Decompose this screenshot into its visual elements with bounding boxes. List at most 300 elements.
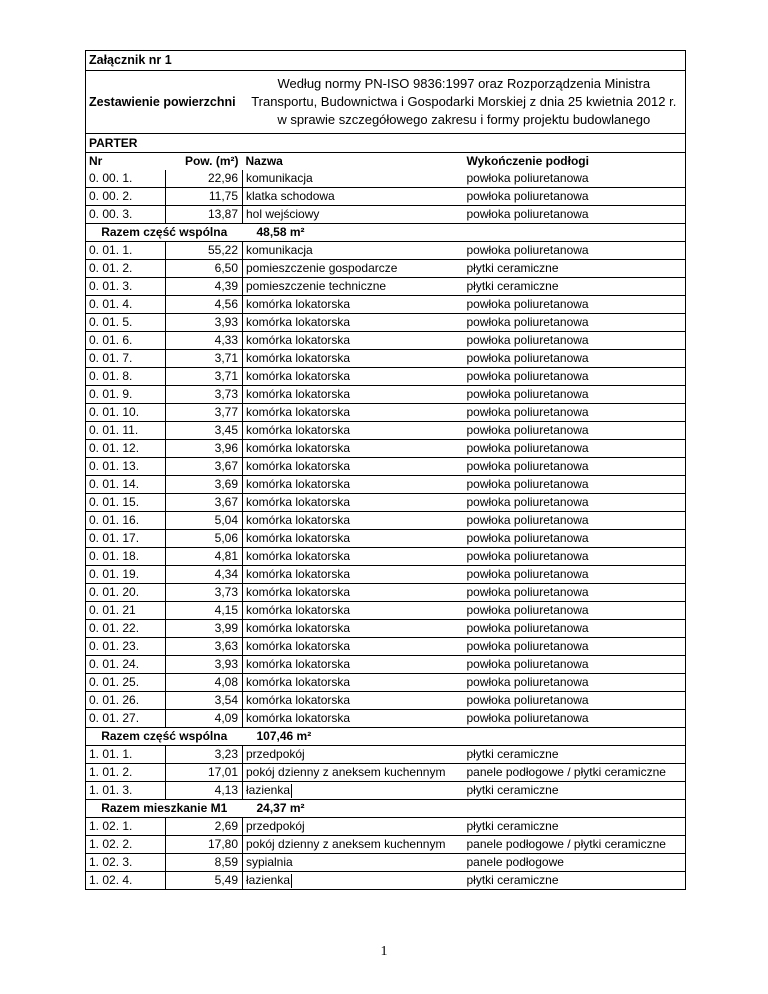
- table-row: [86, 746, 686, 764]
- floor-finish-cell: [464, 692, 686, 710]
- floor-finish-cell: [464, 818, 686, 836]
- room-name-text: komunikacja: [246, 171, 313, 185]
- table-row: [86, 206, 686, 224]
- area-cell: [166, 260, 243, 278]
- area-cell: [166, 548, 243, 566]
- floor-finish-cell: [464, 278, 686, 296]
- subtotal-label: Razem mieszkanie M1: [86, 800, 243, 818]
- area-text: 3,71: [214, 369, 238, 383]
- area-text: 3,71: [214, 351, 238, 365]
- room-number-cell: [86, 332, 166, 350]
- room-number-cell: [86, 566, 166, 584]
- table-row: [86, 602, 686, 620]
- room-number-cell: [86, 782, 166, 800]
- room-name-text: komórka lokatorska: [246, 711, 351, 725]
- room-number-cell: [86, 476, 166, 494]
- area-schedule-table: [85, 50, 686, 890]
- area-text: 22,96: [207, 171, 238, 185]
- room-number-cell: [86, 404, 166, 422]
- room-number-text: 0. 00. 3.: [89, 207, 133, 221]
- room-name-text: komórka lokatorska: [246, 513, 351, 527]
- floor-finish-text: powłoka poliuretanowa: [466, 297, 589, 311]
- room-number-cell: [86, 494, 166, 512]
- area-text: 3,73: [214, 387, 238, 401]
- floor-finish-cell: [464, 674, 686, 692]
- area-schedule-sheet: [85, 50, 685, 890]
- floor-finish-text: powłoka poliuretanowa: [466, 459, 589, 473]
- floor-finish-text: powłoka poliuretanowa: [466, 243, 589, 257]
- room-name-cell: [243, 674, 464, 692]
- area-text: 8,59: [214, 855, 238, 869]
- room-name-cell: [243, 494, 464, 512]
- area-text: 11,75: [208, 189, 238, 203]
- area-cell: [166, 674, 243, 692]
- page-number: 1: [380, 944, 388, 959]
- table-row: [86, 620, 686, 638]
- room-number-cell: [86, 656, 166, 674]
- subtotal-value: 107,46 m²: [243, 728, 464, 746]
- room-number-text: 0. 01. 12.: [89, 441, 140, 455]
- room-number-cell: [86, 854, 166, 872]
- floor-finish-cell: [464, 656, 686, 674]
- area-cell: [166, 278, 243, 296]
- col-pow-header: Pow. (m²): [184, 154, 239, 168]
- floor-finish-cell: [464, 602, 686, 620]
- room-name-cell: [243, 746, 464, 764]
- floor-finish-text: powłoka poliuretanowa: [466, 441, 589, 455]
- room-name-text: komórka lokatorska: [246, 333, 351, 347]
- floor-finish-text: powłoka poliuretanowa: [466, 171, 589, 185]
- room-name-text: komórka lokatorska: [246, 621, 351, 635]
- floor-finish-cell: [464, 710, 686, 728]
- room-name-text: sypialnia: [246, 855, 293, 869]
- room-name-cell: [243, 422, 464, 440]
- room-number-cell: [86, 548, 166, 566]
- room-number-cell: [86, 422, 166, 440]
- area-cell: [166, 584, 243, 602]
- section-row: [86, 134, 686, 153]
- table-row: [86, 350, 686, 368]
- area-text: 4,34: [214, 567, 238, 581]
- room-name-cell: [243, 170, 464, 188]
- table-row: [86, 296, 686, 314]
- room-name-text: komórka lokatorska: [246, 387, 351, 401]
- table-row: [86, 368, 686, 386]
- room-number-text: 0. 01. 10.: [89, 405, 140, 419]
- floor-finish-text: powłoka poliuretanowa: [466, 351, 589, 365]
- table-row: [86, 584, 686, 602]
- floor-finish-text: powłoka poliuretanowa: [466, 711, 589, 725]
- area-text: 3,67: [214, 495, 238, 509]
- room-number-cell: [86, 692, 166, 710]
- room-number-text: 1. 02. 3.: [89, 855, 133, 869]
- room-name-text: pomieszczenie techniczne: [246, 279, 387, 293]
- table-row: [86, 458, 686, 476]
- subtotal-row: [86, 728, 686, 746]
- area-cell: [166, 170, 243, 188]
- floor-finish-text: powłoka poliuretanowa: [466, 603, 589, 617]
- room-name-cell: [243, 332, 464, 350]
- room-name-text: komórka lokatorska: [246, 351, 351, 365]
- subtotal-empty-cell: [464, 224, 686, 242]
- floor-finish-cell: [464, 404, 686, 422]
- room-number-cell: [86, 620, 166, 638]
- room-number-cell: [86, 638, 166, 656]
- room-name-cell: [243, 242, 464, 260]
- room-name-cell: [243, 764, 464, 782]
- floor-finish-cell: [464, 440, 686, 458]
- floor-finish-text: powłoka poliuretanowa: [466, 495, 589, 509]
- floor-finish-cell: [464, 314, 686, 332]
- area-text: 4,15: [214, 603, 238, 617]
- room-name-cell: [243, 710, 464, 728]
- room-number-text: 0. 01. 24.: [89, 657, 140, 671]
- floor-finish-text: panele podłogowe / płytki ceramiczne: [466, 765, 666, 779]
- floor-finish-text: powłoka poliuretanowa: [466, 369, 589, 383]
- room-number-text: 0. 01. 5.: [89, 315, 133, 329]
- room-name-cell: [243, 368, 464, 386]
- room-number-cell: [86, 440, 166, 458]
- room-number-text: 0. 01. 25.: [89, 675, 140, 689]
- room-name-text: komórka lokatorska: [246, 459, 351, 473]
- table-row: [86, 566, 686, 584]
- area-text: 3,54: [214, 693, 238, 707]
- floor-finish-cell: [464, 386, 686, 404]
- room-name-cell: [243, 530, 464, 548]
- subtotal-value: 24,37 m²: [243, 800, 464, 818]
- floor-finish-text: powłoka poliuretanowa: [466, 423, 589, 437]
- room-number-cell: [86, 296, 166, 314]
- table-row: [86, 818, 686, 836]
- floor-finish-cell: [464, 620, 686, 638]
- area-text: 2,69: [214, 819, 238, 833]
- table-row: [86, 782, 686, 800]
- room-number-text: 0. 01. 17.: [89, 531, 140, 545]
- room-name-cell: [243, 818, 464, 836]
- area-text: 3,69: [214, 477, 238, 491]
- room-name-cell: [243, 512, 464, 530]
- room-number-cell: [86, 818, 166, 836]
- room-name-text: komórka lokatorska: [246, 495, 351, 509]
- room-number-text: 0. 01. 26.: [89, 693, 140, 707]
- table-row: [86, 548, 686, 566]
- room-number-text: 0. 01. 14.: [89, 477, 140, 491]
- area-text: 3,77: [214, 405, 238, 419]
- table-row: [86, 674, 686, 692]
- floor-finish-text: powłoka poliuretanowa: [466, 387, 589, 401]
- subtotal-row: [86, 800, 686, 818]
- area-text: 3,67: [214, 459, 238, 473]
- area-text: 3,45: [214, 423, 238, 437]
- room-number-text: 0. 01. 16.: [89, 513, 140, 527]
- area-cell: [166, 854, 243, 872]
- area-cell: [166, 494, 243, 512]
- room-number-text: 0. 01. 8.: [89, 369, 133, 383]
- floor-finish-text: powłoka poliuretanowa: [466, 621, 589, 635]
- floor-finish-text: powłoka poliuretanowa: [466, 639, 589, 653]
- document-title: Załącznik nr 1: [86, 51, 686, 71]
- room-number-text: 1. 02. 1.: [89, 819, 133, 833]
- room-name-text: komórka lokatorska: [246, 585, 351, 599]
- column-header-row: [86, 153, 686, 171]
- room-number-cell: [86, 602, 166, 620]
- table-row: [86, 494, 686, 512]
- floor-finish-text: powłoka poliuretanowa: [466, 189, 589, 203]
- floor-finish-cell: [464, 260, 686, 278]
- floor-finish-cell: [464, 872, 686, 890]
- area-cell: [166, 692, 243, 710]
- room-number-cell: [86, 242, 166, 260]
- col-nazwa-header: Nazwa: [245, 154, 283, 168]
- room-name-text: hol wejściowy: [246, 207, 320, 221]
- subtotal-label: Razem część wspólna: [86, 728, 243, 746]
- header-left: Zestawienie powierzchni: [86, 71, 243, 134]
- subtotal-row: [86, 224, 686, 242]
- room-number-cell: [86, 386, 166, 404]
- area-cell: [166, 476, 243, 494]
- room-name-text: przedpokój: [246, 747, 305, 761]
- floor-finish-cell: [464, 512, 686, 530]
- room-name-cell: [243, 260, 464, 278]
- floor-finish-text: powłoka poliuretanowa: [466, 549, 589, 563]
- table-row: [86, 710, 686, 728]
- room-name-cell: [243, 548, 464, 566]
- table-row: [86, 404, 686, 422]
- floor-finish-text: powłoka poliuretanowa: [466, 657, 589, 671]
- room-name-cell: [243, 584, 464, 602]
- room-name-text: komórka lokatorska: [246, 405, 351, 419]
- area-cell: [166, 530, 243, 548]
- table-row: [86, 242, 686, 260]
- room-number-text: 0. 01. 7.: [89, 351, 133, 365]
- area-cell: [166, 332, 243, 350]
- room-number-text: 0. 01. 21: [89, 603, 136, 617]
- room-name-cell: [243, 692, 464, 710]
- room-number-cell: [86, 278, 166, 296]
- table-row: [86, 872, 686, 890]
- room-name-cell: [243, 782, 464, 800]
- area-cell: [166, 206, 243, 224]
- floor-finish-cell: [464, 368, 686, 386]
- floor-finish-text: powłoka poliuretanowa: [466, 585, 589, 599]
- floor-finish-cell: [464, 854, 686, 872]
- floor-finish-cell: [464, 548, 686, 566]
- area-text: 4,33: [214, 333, 238, 347]
- area-text: 4,08: [214, 675, 238, 689]
- header-row: [86, 71, 686, 134]
- room-name-cell: [243, 566, 464, 584]
- floor-finish-text: powłoka poliuretanowa: [466, 531, 589, 545]
- area-text: 3,93: [214, 657, 238, 671]
- room-number-cell: [86, 746, 166, 764]
- table-row: [86, 188, 686, 206]
- room-name-cell: [243, 188, 464, 206]
- floor-finish-text: powłoka poliuretanowa: [466, 405, 589, 419]
- table-row: [86, 512, 686, 530]
- area-text: 4,81: [214, 549, 238, 563]
- room-name-text: komórka lokatorska: [246, 567, 351, 581]
- room-number-text: 0. 01. 15.: [89, 495, 140, 509]
- text-cursor-mark: [291, 874, 292, 888]
- room-name-cell: [243, 458, 464, 476]
- floor-finish-text: płytki ceramiczne: [466, 261, 559, 275]
- room-name-cell: [243, 854, 464, 872]
- area-cell: [166, 386, 243, 404]
- room-name-text: komórka lokatorska: [246, 639, 351, 653]
- area-cell: [166, 602, 243, 620]
- subtotal-empty-cell: [464, 800, 686, 818]
- room-name-cell: [243, 656, 464, 674]
- title-row: [86, 51, 686, 71]
- room-name-text: komórka lokatorska: [246, 603, 351, 617]
- room-name-text: klatka schodowa: [246, 189, 335, 203]
- table-row: [86, 332, 686, 350]
- room-number-text: 1. 01. 3.: [89, 783, 133, 797]
- room-number-text: 0. 01. 13.: [89, 459, 140, 473]
- floor-finish-text: płytki ceramiczne: [466, 819, 559, 833]
- table-row: [86, 422, 686, 440]
- text-cursor-mark: [291, 784, 292, 798]
- room-name-text: komórka lokatorska: [246, 675, 351, 689]
- table-row: [86, 692, 686, 710]
- floor-finish-text: powłoka poliuretanowa: [466, 333, 589, 347]
- table-row: [86, 260, 686, 278]
- room-name-text: komórka lokatorska: [246, 549, 351, 563]
- room-name-cell: [243, 440, 464, 458]
- room-number-text: 0. 01. 1.: [89, 243, 133, 257]
- area-text: 5,04: [214, 513, 238, 527]
- room-name-text: komórka lokatorska: [246, 423, 351, 437]
- room-name-text: komórka lokatorska: [246, 693, 351, 707]
- room-number-cell: [86, 512, 166, 530]
- room-name-cell: [243, 620, 464, 638]
- room-name-cell: [243, 476, 464, 494]
- room-number-cell: [86, 530, 166, 548]
- floor-finish-text: powłoka poliuretanowa: [466, 513, 589, 527]
- area-cell: [166, 242, 243, 260]
- area-text: 5,06: [214, 531, 238, 545]
- area-cell: [166, 296, 243, 314]
- table-row: [86, 314, 686, 332]
- subtotal-value: 48,58 m²: [243, 224, 464, 242]
- room-name-text: pokój dzienny z aneksem kuchennym: [246, 765, 446, 779]
- floor-finish-cell: [464, 332, 686, 350]
- room-name-text: przedpokój: [246, 819, 305, 833]
- room-name-text: łazienka: [246, 873, 291, 887]
- room-number-cell: [86, 872, 166, 890]
- floor-finish-text: płytki ceramiczne: [466, 873, 559, 887]
- area-cell: [166, 422, 243, 440]
- area-cell: [166, 872, 243, 890]
- room-number-text: 1. 01. 2.: [89, 765, 133, 779]
- room-number-text: 0. 01. 2.: [89, 261, 133, 275]
- floor-finish-cell: [464, 422, 686, 440]
- area-text: 17,80: [207, 837, 238, 851]
- room-name-text: pokój dzienny z aneksem kuchennym: [246, 837, 446, 851]
- room-number-text: 0. 01. 9.: [89, 387, 133, 401]
- area-cell: [166, 764, 243, 782]
- floor-finish-text: powłoka poliuretanowa: [466, 207, 589, 221]
- area-cell: [166, 566, 243, 584]
- floor-finish-cell: [464, 188, 686, 206]
- table-row: [86, 854, 686, 872]
- table-row: [86, 530, 686, 548]
- area-text: 6,50: [214, 261, 238, 275]
- table-row: [86, 476, 686, 494]
- area-cell: [166, 818, 243, 836]
- area-text: 5,49: [214, 873, 238, 887]
- section-title: PARTER: [86, 134, 686, 153]
- room-number-cell: [86, 314, 166, 332]
- area-cell: [166, 656, 243, 674]
- room-name-text: komórka lokatorska: [246, 531, 351, 545]
- room-name-text: łazienka: [246, 783, 291, 797]
- floor-finish-text: powłoka poliuretanowa: [466, 567, 589, 581]
- area-cell: [166, 746, 243, 764]
- room-name-text: komórka lokatorska: [246, 477, 351, 491]
- floor-finish-cell: [464, 476, 686, 494]
- area-text: 17,01: [207, 765, 238, 779]
- area-cell: [166, 638, 243, 656]
- room-name-cell: [243, 386, 464, 404]
- floor-finish-text: płytki ceramiczne: [466, 747, 559, 761]
- table-row: [86, 170, 686, 188]
- room-number-text: 0. 01. 11.: [89, 423, 139, 437]
- area-text: 13,87: [207, 207, 238, 221]
- area-cell: [166, 368, 243, 386]
- floor-finish-cell: [464, 836, 686, 854]
- table-row: [86, 386, 686, 404]
- room-number-text: 0. 01. 19.: [89, 567, 140, 581]
- area-text: 4,13: [214, 783, 238, 797]
- room-number-cell: [86, 368, 166, 386]
- room-number-text: 0. 01. 6.: [89, 333, 133, 347]
- room-name-text: komórka lokatorska: [246, 369, 351, 383]
- area-text: 3,73: [214, 585, 238, 599]
- room-number-text: 0. 01. 27.: [89, 711, 140, 725]
- room-name-cell: [243, 296, 464, 314]
- area-text: 3,63: [214, 639, 238, 653]
- room-name-cell: [243, 314, 464, 332]
- room-number-text: 0. 01. 4.: [89, 297, 133, 311]
- area-cell: [166, 314, 243, 332]
- room-number-text: 0. 01. 3.: [89, 279, 133, 293]
- area-cell: [166, 458, 243, 476]
- room-number-cell: [86, 764, 166, 782]
- floor-finish-text: powłoka poliuretanowa: [466, 315, 589, 329]
- floor-finish-cell: [464, 494, 686, 512]
- room-name-cell: [243, 278, 464, 296]
- room-number-text: 0. 01. 22.: [89, 621, 140, 635]
- floor-finish-cell: [464, 242, 686, 260]
- room-number-cell: [86, 206, 166, 224]
- room-number-text: 0. 00. 1.: [89, 171, 133, 185]
- floor-finish-cell: [464, 530, 686, 548]
- floor-finish-text: panele podłogowe: [466, 855, 564, 869]
- area-cell: [166, 350, 243, 368]
- room-name-cell: [243, 872, 464, 890]
- room-number-text: 1. 02. 4.: [89, 873, 133, 887]
- col-nr-header: Nr: [86, 153, 166, 171]
- floor-finish-text: powłoka poliuretanowa: [466, 477, 589, 491]
- floor-finish-text: płytki ceramiczne: [466, 279, 559, 293]
- area-cell: [166, 620, 243, 638]
- room-number-cell: [86, 836, 166, 854]
- table-row: [86, 656, 686, 674]
- area-text: 4,09: [214, 711, 238, 725]
- area-cell: [166, 710, 243, 728]
- table-row: [86, 638, 686, 656]
